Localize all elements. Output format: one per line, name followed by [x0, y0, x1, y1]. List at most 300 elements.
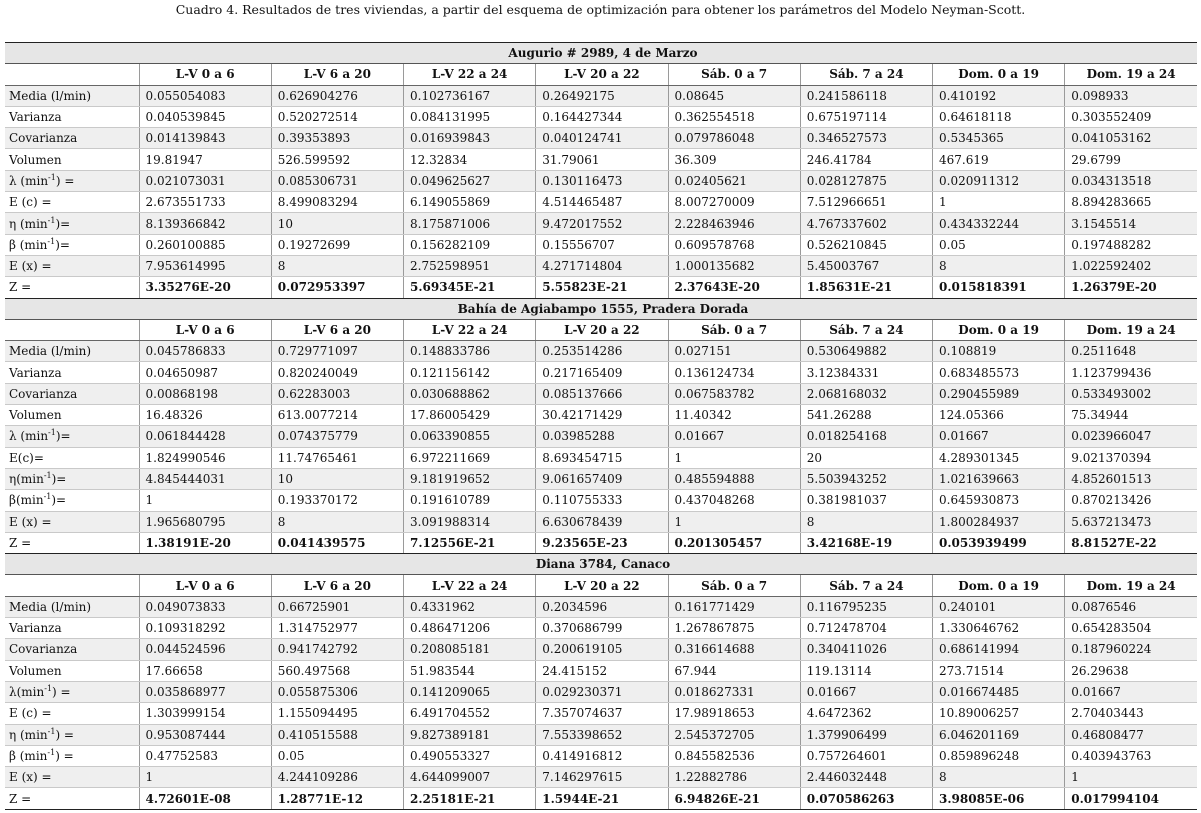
table-cell: 0.049625627: [404, 170, 536, 191]
table-cell: 0.021073031: [139, 170, 271, 191]
table-cell: 0.39353893: [271, 128, 403, 149]
table-cell: 0.346527573: [800, 128, 932, 149]
table-cell: 0.040539845: [139, 106, 271, 127]
table-cell: 1: [933, 192, 1065, 213]
table-cell: 1.123799436: [1065, 362, 1197, 383]
table-cell: 1.85631E-21: [800, 277, 932, 298]
table-cell: 7.553398652: [536, 724, 668, 745]
row-label: E (x) =: [5, 511, 139, 532]
column-header: L-V 6 a 20: [271, 64, 403, 85]
table-cell: 0.46808477: [1065, 724, 1197, 745]
table-cell: 0.870213426: [1065, 490, 1197, 511]
row-label: Varianza: [5, 362, 139, 383]
table-cell: 4.767337602: [800, 213, 932, 234]
table-cell: 8.139366842: [139, 213, 271, 234]
table-cell: 0.061844428: [139, 426, 271, 447]
table-cell: 1.22882786: [668, 767, 800, 788]
table-cell: 17.66658: [139, 660, 271, 681]
table-cell: 75.34944: [1065, 405, 1197, 426]
table-cell: 0.164427344: [536, 106, 668, 127]
table-cell: 0.063390855: [404, 426, 536, 447]
table-cell: 3.091988314: [404, 511, 536, 532]
table-cell: 0.712478704: [800, 618, 932, 639]
table-cell: 0.01667: [933, 426, 1065, 447]
table-cell: 0.208085181: [404, 639, 536, 660]
table-row: [5, 788, 1197, 809]
table-cell: 0.130116473: [536, 170, 668, 191]
table-cell: 17.86005429: [404, 405, 536, 426]
table-row: [5, 660, 1197, 681]
row-label: E (x) =: [5, 767, 139, 788]
table-row: [5, 703, 1197, 724]
table-row: [5, 362, 1197, 383]
table-cell: 0.016939843: [404, 128, 536, 149]
table-cell: 0.64618118: [933, 106, 1065, 127]
column-header: L-V 0 a 6: [139, 575, 271, 596]
table-cell: 0.240101: [933, 596, 1065, 617]
table-cell: 4.852601513: [1065, 468, 1197, 489]
table-cell: 8.894283665: [1065, 192, 1197, 213]
table-cell: 0.030688862: [404, 383, 536, 404]
table-row: [5, 511, 1197, 532]
table-cell: 10.89006257: [933, 703, 1065, 724]
row-label: η $(\min^{-1})=$: [5, 213, 139, 234]
table-cell: 8: [933, 255, 1065, 276]
column-header: L-V 20 a 22: [536, 64, 668, 85]
table-row: [5, 745, 1197, 766]
table-cell: 0.109318292: [139, 618, 271, 639]
column-header: Sáb. 7 a 24: [800, 319, 932, 340]
table-row: [5, 85, 1197, 106]
table-cell: 1.800284937: [933, 511, 1065, 532]
table-cell: 51.983544: [404, 660, 536, 681]
table-cell: 1.155094495: [271, 703, 403, 724]
table-row: [5, 639, 1197, 660]
row-label: Media (l/min): [5, 596, 139, 617]
table-cell: 17.98918653: [668, 703, 800, 724]
table-cell: 0.193370172: [271, 490, 403, 511]
row-label: E (x) =: [5, 255, 139, 276]
table-cell: 11.40342: [668, 405, 800, 426]
table-cell: 4.244109286: [271, 767, 403, 788]
table-cell: 8.499083294: [271, 192, 403, 213]
table-cell: 0.437048268: [668, 490, 800, 511]
table-cell: 0.340411026: [800, 639, 932, 660]
table-cell: 1.330646762: [933, 618, 1065, 639]
row-label: Volumen: [5, 149, 139, 170]
row-label: β $(\min^{-1})=$: [5, 234, 139, 255]
table-cell: 1: [139, 490, 271, 511]
table-cell: 6.149055869: [404, 192, 536, 213]
row-label: Media (l/min): [5, 341, 139, 362]
table-row: [5, 341, 1197, 362]
table-cell: 19.81947: [139, 149, 271, 170]
column-header-row: [5, 575, 1197, 596]
column-header: L-V 0 a 6: [139, 64, 271, 85]
table-cell: 0.941742792: [271, 639, 403, 660]
table-cell: 0.018254168: [800, 426, 932, 447]
table-cell: 0.02405621: [668, 170, 800, 191]
table-cell: 0.609578768: [668, 234, 800, 255]
table-cell: 0.241586118: [800, 85, 932, 106]
table-cell: 0.108819: [933, 341, 1065, 362]
table-cell: 0.485594888: [668, 468, 800, 489]
table-cell: 7.512966651: [800, 192, 932, 213]
table-cell: 0.034313518: [1065, 170, 1197, 191]
table-cell: 0.027151: [668, 341, 800, 362]
row-label: Volumen: [5, 660, 139, 681]
table-cell: 0.486471206: [404, 618, 536, 639]
table-row: [5, 724, 1197, 745]
table-cell: 5.637213473: [1065, 511, 1197, 532]
table-cell: 0.017994104: [1065, 788, 1197, 809]
row-label: Z =: [5, 788, 139, 809]
table-cell: 0.654283504: [1065, 618, 1197, 639]
table-cell: 0.08645: [668, 85, 800, 106]
table-cell: 0.01667: [668, 426, 800, 447]
table-cell: 20: [800, 447, 932, 468]
table-cell: 3.35276E-20: [139, 277, 271, 298]
table-cell: 0.079786048: [668, 128, 800, 149]
table-cell: 0.085137666: [536, 383, 668, 404]
table-cell: 0.187960224: [1065, 639, 1197, 660]
table-cell: 9.23565E-23: [536, 532, 668, 553]
table-cell: 0.260100885: [139, 234, 271, 255]
column-header: L-V 6 a 20: [271, 319, 403, 340]
table-cell: 467.619: [933, 149, 1065, 170]
table-cell: 0.014139843: [139, 128, 271, 149]
table-cell: 1.5944E-21: [536, 788, 668, 809]
table-cell: 9.061657409: [536, 468, 668, 489]
table-cell: 1.26379E-20: [1065, 277, 1197, 298]
table-cell: 8: [800, 511, 932, 532]
row-label: Z =: [5, 277, 139, 298]
table-cell: 1.379906499: [800, 724, 932, 745]
column-header: Dom. 0 a 19: [933, 319, 1065, 340]
column-header: Dom. 0 a 19: [933, 64, 1065, 85]
table-cell: 0.04650987: [139, 362, 271, 383]
row-label: Covarianza: [5, 383, 139, 404]
column-header: L-V 0 a 6: [139, 319, 271, 340]
table-cell: 0.084131995: [404, 106, 536, 127]
table-cell: 0.197488282: [1065, 234, 1197, 255]
table-cell: 0.683485573: [933, 362, 1065, 383]
table-cell: 0.055875306: [271, 681, 403, 702]
table-cell: 541.26288: [800, 405, 932, 426]
table-cell: 12.32834: [404, 149, 536, 170]
table-cell: 0.820240049: [271, 362, 403, 383]
table-cell: 1.28771E-12: [271, 788, 403, 809]
column-header: Dom. 19 a 24: [1065, 575, 1197, 596]
section-title: Diana 3784, Canaco: [5, 554, 1197, 575]
table-cell: 10: [271, 468, 403, 489]
table-cell: 0.01667: [800, 681, 932, 702]
table-cell: 0.859896248: [933, 745, 1065, 766]
table-cell: 0.729771097: [271, 341, 403, 362]
column-header: Sáb. 7 a 24: [800, 64, 932, 85]
table-cell: 0.116795235: [800, 596, 932, 617]
table-cell: 560.497568: [271, 660, 403, 681]
row-label: λ $(\min^{-1})=$: [5, 426, 139, 447]
table-cell: 10: [271, 213, 403, 234]
column-header: Dom. 19 a 24: [1065, 319, 1197, 340]
table-cell: 8.81527E-22: [1065, 532, 1197, 553]
section-title: Bahía de Agiabampo 1555, Pradera Dorada: [5, 298, 1197, 319]
table-cell: 0.01667: [1065, 681, 1197, 702]
table-cell: 2.752598951: [404, 255, 536, 276]
table-cell: 0.2511648: [1065, 341, 1197, 362]
table-cell: 2.70403443: [1065, 703, 1197, 724]
table-cell: 0.62283003: [271, 383, 403, 404]
table-cell: 1: [139, 767, 271, 788]
header-blank-cell: [5, 64, 139, 85]
table-cell: 0.410515588: [271, 724, 403, 745]
row-label: Volumen: [5, 405, 139, 426]
table-cell: 0.028127875: [800, 170, 932, 191]
table-cell: 0.023966047: [1065, 426, 1197, 447]
table-cell: 8.693454715: [536, 447, 668, 468]
table-cell: 4.271714804: [536, 255, 668, 276]
table-cell: 0.05: [933, 234, 1065, 255]
row-label: Covarianza: [5, 128, 139, 149]
table-cell: 0.072953397: [271, 277, 403, 298]
table-cell: 5.69345E-21: [404, 277, 536, 298]
table-cell: 26.29638: [1065, 660, 1197, 681]
table-cell: 36.309: [668, 149, 800, 170]
table-cell: 1.965680795: [139, 511, 271, 532]
row-label: Z =: [5, 532, 139, 553]
table-cell: 0.041053162: [1065, 128, 1197, 149]
table-cell: 9.472017552: [536, 213, 668, 234]
table-row: [5, 405, 1197, 426]
table-cell: 5.503943252: [800, 468, 932, 489]
table-cell: 1.022592402: [1065, 255, 1197, 276]
column-header: Dom. 19 a 24: [1065, 64, 1197, 85]
table-cell: 29.6799: [1065, 149, 1197, 170]
table-cell: 0.00868198: [139, 383, 271, 404]
table-cell: 16.48326: [139, 405, 271, 426]
table-cell: 0.070586263: [800, 788, 932, 809]
table-cell: 0.102736167: [404, 85, 536, 106]
table-row: [5, 468, 1197, 489]
table-cell: 7.12556E-21: [404, 532, 536, 553]
table-cell: 4.72601E-08: [139, 788, 271, 809]
table-caption: Cuadro 4. Resultados de tres viviendas, a partir del esquema de optimización para obtener los parámetros del Modelo Neyman-Scott.: [175, 2, 1026, 17]
table-cell: 0.161771429: [668, 596, 800, 617]
table-cell: 0.381981037: [800, 490, 932, 511]
table-cell: 1: [668, 447, 800, 468]
row-label: $\lambda(\min^{-1})$ =: [5, 681, 139, 702]
row-label: λ $(\min^{-1})$ =: [5, 170, 139, 191]
table-cell: 0.490553327: [404, 745, 536, 766]
table-cell: 0.290455989: [933, 383, 1065, 404]
table-cell: 124.05366: [933, 405, 1065, 426]
row-label: Media (l/min): [5, 85, 139, 106]
results-table: [5, 42, 1197, 810]
table-cell: 0.049073833: [139, 596, 271, 617]
table-cell: 6.046201169: [933, 724, 1065, 745]
table-cell: 0.191610789: [404, 490, 536, 511]
table-cell: 0.15556707: [536, 234, 668, 255]
table-cell: 0.074375779: [271, 426, 403, 447]
table-cell: 8: [271, 255, 403, 276]
table-cell: 2.673551733: [139, 192, 271, 213]
table-cell: 7.146297615: [536, 767, 668, 788]
table-cell: 0.200619105: [536, 639, 668, 660]
table-cell: 273.71514: [933, 660, 1065, 681]
table-row: [5, 447, 1197, 468]
table-cell: 0.217165409: [536, 362, 668, 383]
table-cell: 613.0077214: [271, 405, 403, 426]
table-cell: 0.055054083: [139, 85, 271, 106]
table-cell: 0.370686799: [536, 618, 668, 639]
table-row: [5, 192, 1197, 213]
table-cell: 0.410192: [933, 85, 1065, 106]
table-row: [5, 170, 1197, 191]
table-cell: 0.626904276: [271, 85, 403, 106]
table-row: [5, 596, 1197, 617]
column-header: L-V 22 a 24: [404, 575, 536, 596]
table-cell: 9.181919652: [404, 468, 536, 489]
table-cell: 4.514465487: [536, 192, 668, 213]
table-cell: 0.645930873: [933, 490, 1065, 511]
table-cell: 4.845444031: [139, 468, 271, 489]
table-cell: 3.12384331: [800, 362, 932, 383]
section-title-row: [5, 298, 1197, 319]
table-cell: 0.66725901: [271, 596, 403, 617]
table-row: [5, 532, 1197, 553]
table-cell: 0.044524596: [139, 639, 271, 660]
table-row: [5, 618, 1197, 639]
table-cell: 0.434332244: [933, 213, 1065, 234]
row-label: β $(\min^{-1})$ =: [5, 745, 139, 766]
table-cell: 9.021370394: [1065, 447, 1197, 468]
column-header: L-V 20 a 22: [536, 319, 668, 340]
table-row: [5, 681, 1197, 702]
table-cell: 67.944: [668, 660, 800, 681]
table-cell: 6.972211669: [404, 447, 536, 468]
table-cell: 0.148833786: [404, 341, 536, 362]
table-cell: 0.253514286: [536, 341, 668, 362]
table-cell: 1.314752977: [271, 618, 403, 639]
table-cell: 30.42171429: [536, 405, 668, 426]
table-cell: 8: [271, 511, 403, 532]
section-title: Augurio # 2989, 4 de Marzo: [5, 43, 1197, 64]
table-cell: 0.041439575: [271, 532, 403, 553]
table-cell: 0.533493002: [1065, 383, 1197, 404]
table-cell: 0.845582536: [668, 745, 800, 766]
table-cell: 0.686141994: [933, 639, 1065, 660]
table-row: [5, 383, 1197, 404]
table-cell: 0.4331962: [404, 596, 536, 617]
table-cell: 0.098933: [1065, 85, 1197, 106]
table-cell: 0.47752583: [139, 745, 271, 766]
row-label: Covarianza: [5, 639, 139, 660]
table-row: [5, 426, 1197, 447]
row-label: η $(\min^{-1})$ =: [5, 724, 139, 745]
row-label: Varianza: [5, 106, 139, 127]
table-cell: 0.675197114: [800, 106, 932, 127]
table-cell: 0.03985288: [536, 426, 668, 447]
table-cell: 1: [668, 511, 800, 532]
table-cell: 1: [1065, 767, 1197, 788]
table-cell: 0.045786833: [139, 341, 271, 362]
table-cell: 1.021639663: [933, 468, 1065, 489]
table-row: [5, 277, 1197, 298]
table-cell: 0.414916812: [536, 745, 668, 766]
table-row: [5, 767, 1197, 788]
header-blank-cell: [5, 575, 139, 596]
section-title-row: [5, 43, 1197, 64]
table-cell: 0.316614688: [668, 639, 800, 660]
table-cell: 6.491704552: [404, 703, 536, 724]
table-row: [5, 106, 1197, 127]
table-cell: 8.175871006: [404, 213, 536, 234]
table-cell: 1.303999154: [139, 703, 271, 724]
table-cell: 0.067583782: [668, 383, 800, 404]
table-cell: 0.029230371: [536, 681, 668, 702]
table-cell: 2.228463946: [668, 213, 800, 234]
column-header: L-V 22 a 24: [404, 64, 536, 85]
table-cell: 24.415152: [536, 660, 668, 681]
table-cell: 0.530649882: [800, 341, 932, 362]
table-row: [5, 255, 1197, 276]
row-label: E (c) =: [5, 703, 139, 724]
table-cell: 2.25181E-21: [404, 788, 536, 809]
table-cell: 8.007270009: [668, 192, 800, 213]
table-cell: 7.953614995: [139, 255, 271, 276]
column-header: L-V 6 a 20: [271, 575, 403, 596]
column-header: Sáb. 0 a 7: [668, 319, 800, 340]
row-label: $\beta(\min^{-1})=$: [5, 490, 139, 511]
column-header: Sáb. 7 a 24: [800, 575, 932, 596]
column-header-row: [5, 64, 1197, 85]
table-cell: 119.13114: [800, 660, 932, 681]
table-cell: 0.403943763: [1065, 745, 1197, 766]
table-cell: 0.035868977: [139, 681, 271, 702]
table-cell: 1.824990546: [139, 447, 271, 468]
table-cell: 1.000135682: [668, 255, 800, 276]
section-title-row: [5, 554, 1197, 575]
table-cell: 6.94826E-21: [668, 788, 800, 809]
table-cell: 2.545372705: [668, 724, 800, 745]
table-cell: 2.37643E-20: [668, 277, 800, 298]
table-cell: 2.446032448: [800, 767, 932, 788]
column-header: Sáb. 0 a 7: [668, 575, 800, 596]
table-cell: 1.38191E-20: [139, 532, 271, 553]
column-header: L-V 22 a 24: [404, 319, 536, 340]
table-cell: 0.201305457: [668, 532, 800, 553]
header-blank-cell: [5, 319, 139, 340]
table-cell: 0.156282109: [404, 234, 536, 255]
table-cell: 0.015818391: [933, 277, 1065, 298]
table-cell: 0.141209065: [404, 681, 536, 702]
table-cell: 0.05: [271, 745, 403, 766]
row-label: E(c)=: [5, 447, 139, 468]
table-cell: 0.0876546: [1065, 596, 1197, 617]
table-cell: 0.110755333: [536, 490, 668, 511]
table-cell: 3.42168E-19: [800, 532, 932, 553]
table-cell: 0.2034596: [536, 596, 668, 617]
row-label: E (c) =: [5, 192, 139, 213]
table-cell: 8: [933, 767, 1065, 788]
table-cell: 0.19272699: [271, 234, 403, 255]
table-cell: 1.267867875: [668, 618, 800, 639]
table-cell: 526.599592: [271, 149, 403, 170]
table-row: [5, 490, 1197, 511]
table-cell: 0.953087444: [139, 724, 271, 745]
table-cell: 0.757264601: [800, 745, 932, 766]
